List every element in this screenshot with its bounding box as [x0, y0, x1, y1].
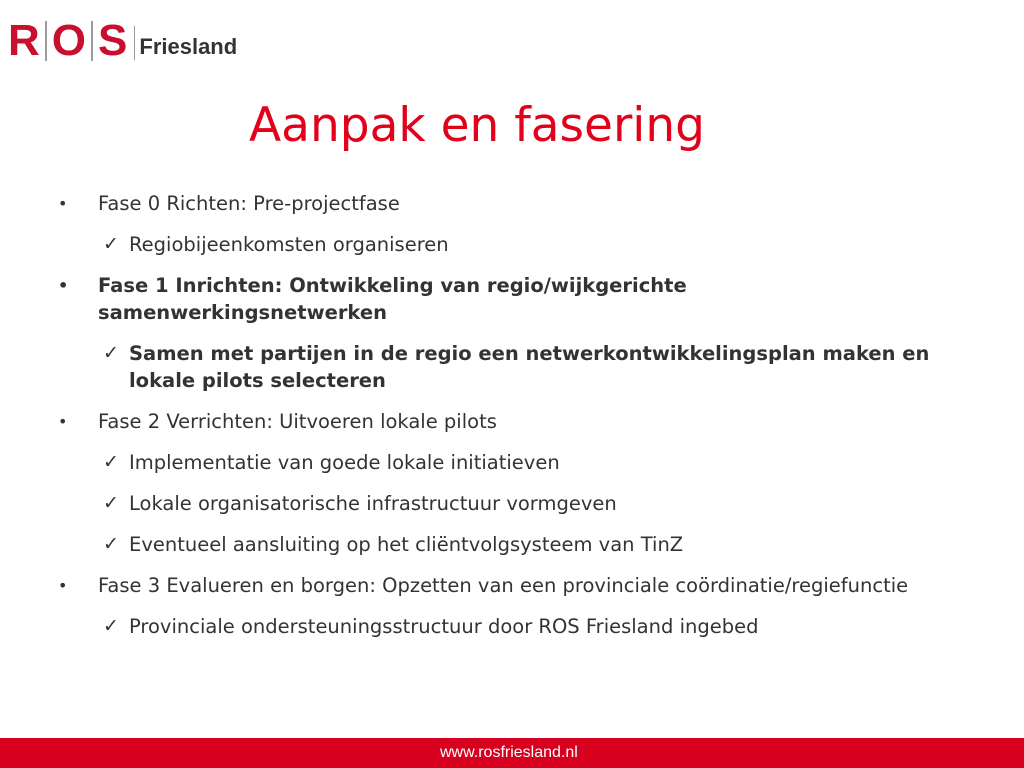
phase-item: [56, 408, 956, 435]
checkmark-icon: ✓: [103, 492, 119, 514]
phase-subitem: [56, 531, 956, 558]
item-text: Provinciale ondersteuningsstructuur door ROS Friesland ingebed: [129, 615, 759, 638]
logo-letter-o: O: [51, 16, 87, 65]
phase-item: [56, 272, 956, 326]
item-text: Samen met partijen in de regio een netwerkontwikkelingsplan maken en lokale pilots selecteren: [129, 342, 930, 392]
bullet-icon: •: [58, 276, 69, 295]
item-text: Fase 0 Richten: Pre-projectfase: [98, 192, 400, 215]
footer-url[interactable]: www.rosfriesland.nl: [440, 744, 578, 761]
checkmark-icon: ✓: [103, 451, 119, 473]
logo-divider: [45, 21, 47, 61]
logo-name: Friesland: [139, 34, 238, 59]
checkmark-icon: ✓: [103, 615, 119, 637]
item-text: Lokale organisatorische infrastructuur vormgeven: [129, 492, 617, 515]
checkmark-icon: ✓: [103, 233, 119, 255]
item-text: Fase 3 Evalueren en borgen: Opzetten van een provinciale coördinatie/regiefunctie: [98, 574, 909, 597]
phase-subitem: [56, 340, 956, 394]
checkmark-icon: ✓: [103, 342, 119, 364]
phase-subitem: [56, 449, 956, 476]
checkmark-icon: ✓: [103, 533, 119, 555]
logo-divider: [134, 26, 135, 60]
bullet-icon: •: [58, 576, 68, 595]
phase-subitem: [56, 613, 956, 640]
phase-subitem: [56, 490, 956, 517]
logo-divider: [91, 21, 93, 61]
ros-friesland-logo: [6, 18, 237, 64]
item-text: Eventueel aansluiting op het cliëntvolgsysteem van TinZ: [129, 533, 684, 556]
bullet-icon: •: [58, 194, 68, 213]
slide-title: Aanpak en fasering: [249, 98, 705, 153]
phase-item: [56, 190, 956, 217]
item-text: Regiobijeenkomsten organiseren: [129, 233, 449, 256]
footer-bar: [0, 738, 1024, 768]
item-text: Fase 2 Verrichten: Uitvoeren lokale pilots: [98, 410, 497, 433]
phase-list: [56, 190, 956, 654]
phase-item: [56, 572, 956, 599]
logo-letter-s: S: [98, 16, 128, 65]
bullet-icon: •: [58, 412, 68, 431]
item-text: Implementatie van goede lokale initiatieven: [129, 451, 560, 474]
logo-letter-r: R: [8, 16, 40, 65]
item-text: Fase 1 Inrichten: Ontwikkeling van regio/wijkgerichte samenwerkingsnetwerken: [98, 274, 687, 324]
phase-subitem: [56, 231, 956, 258]
